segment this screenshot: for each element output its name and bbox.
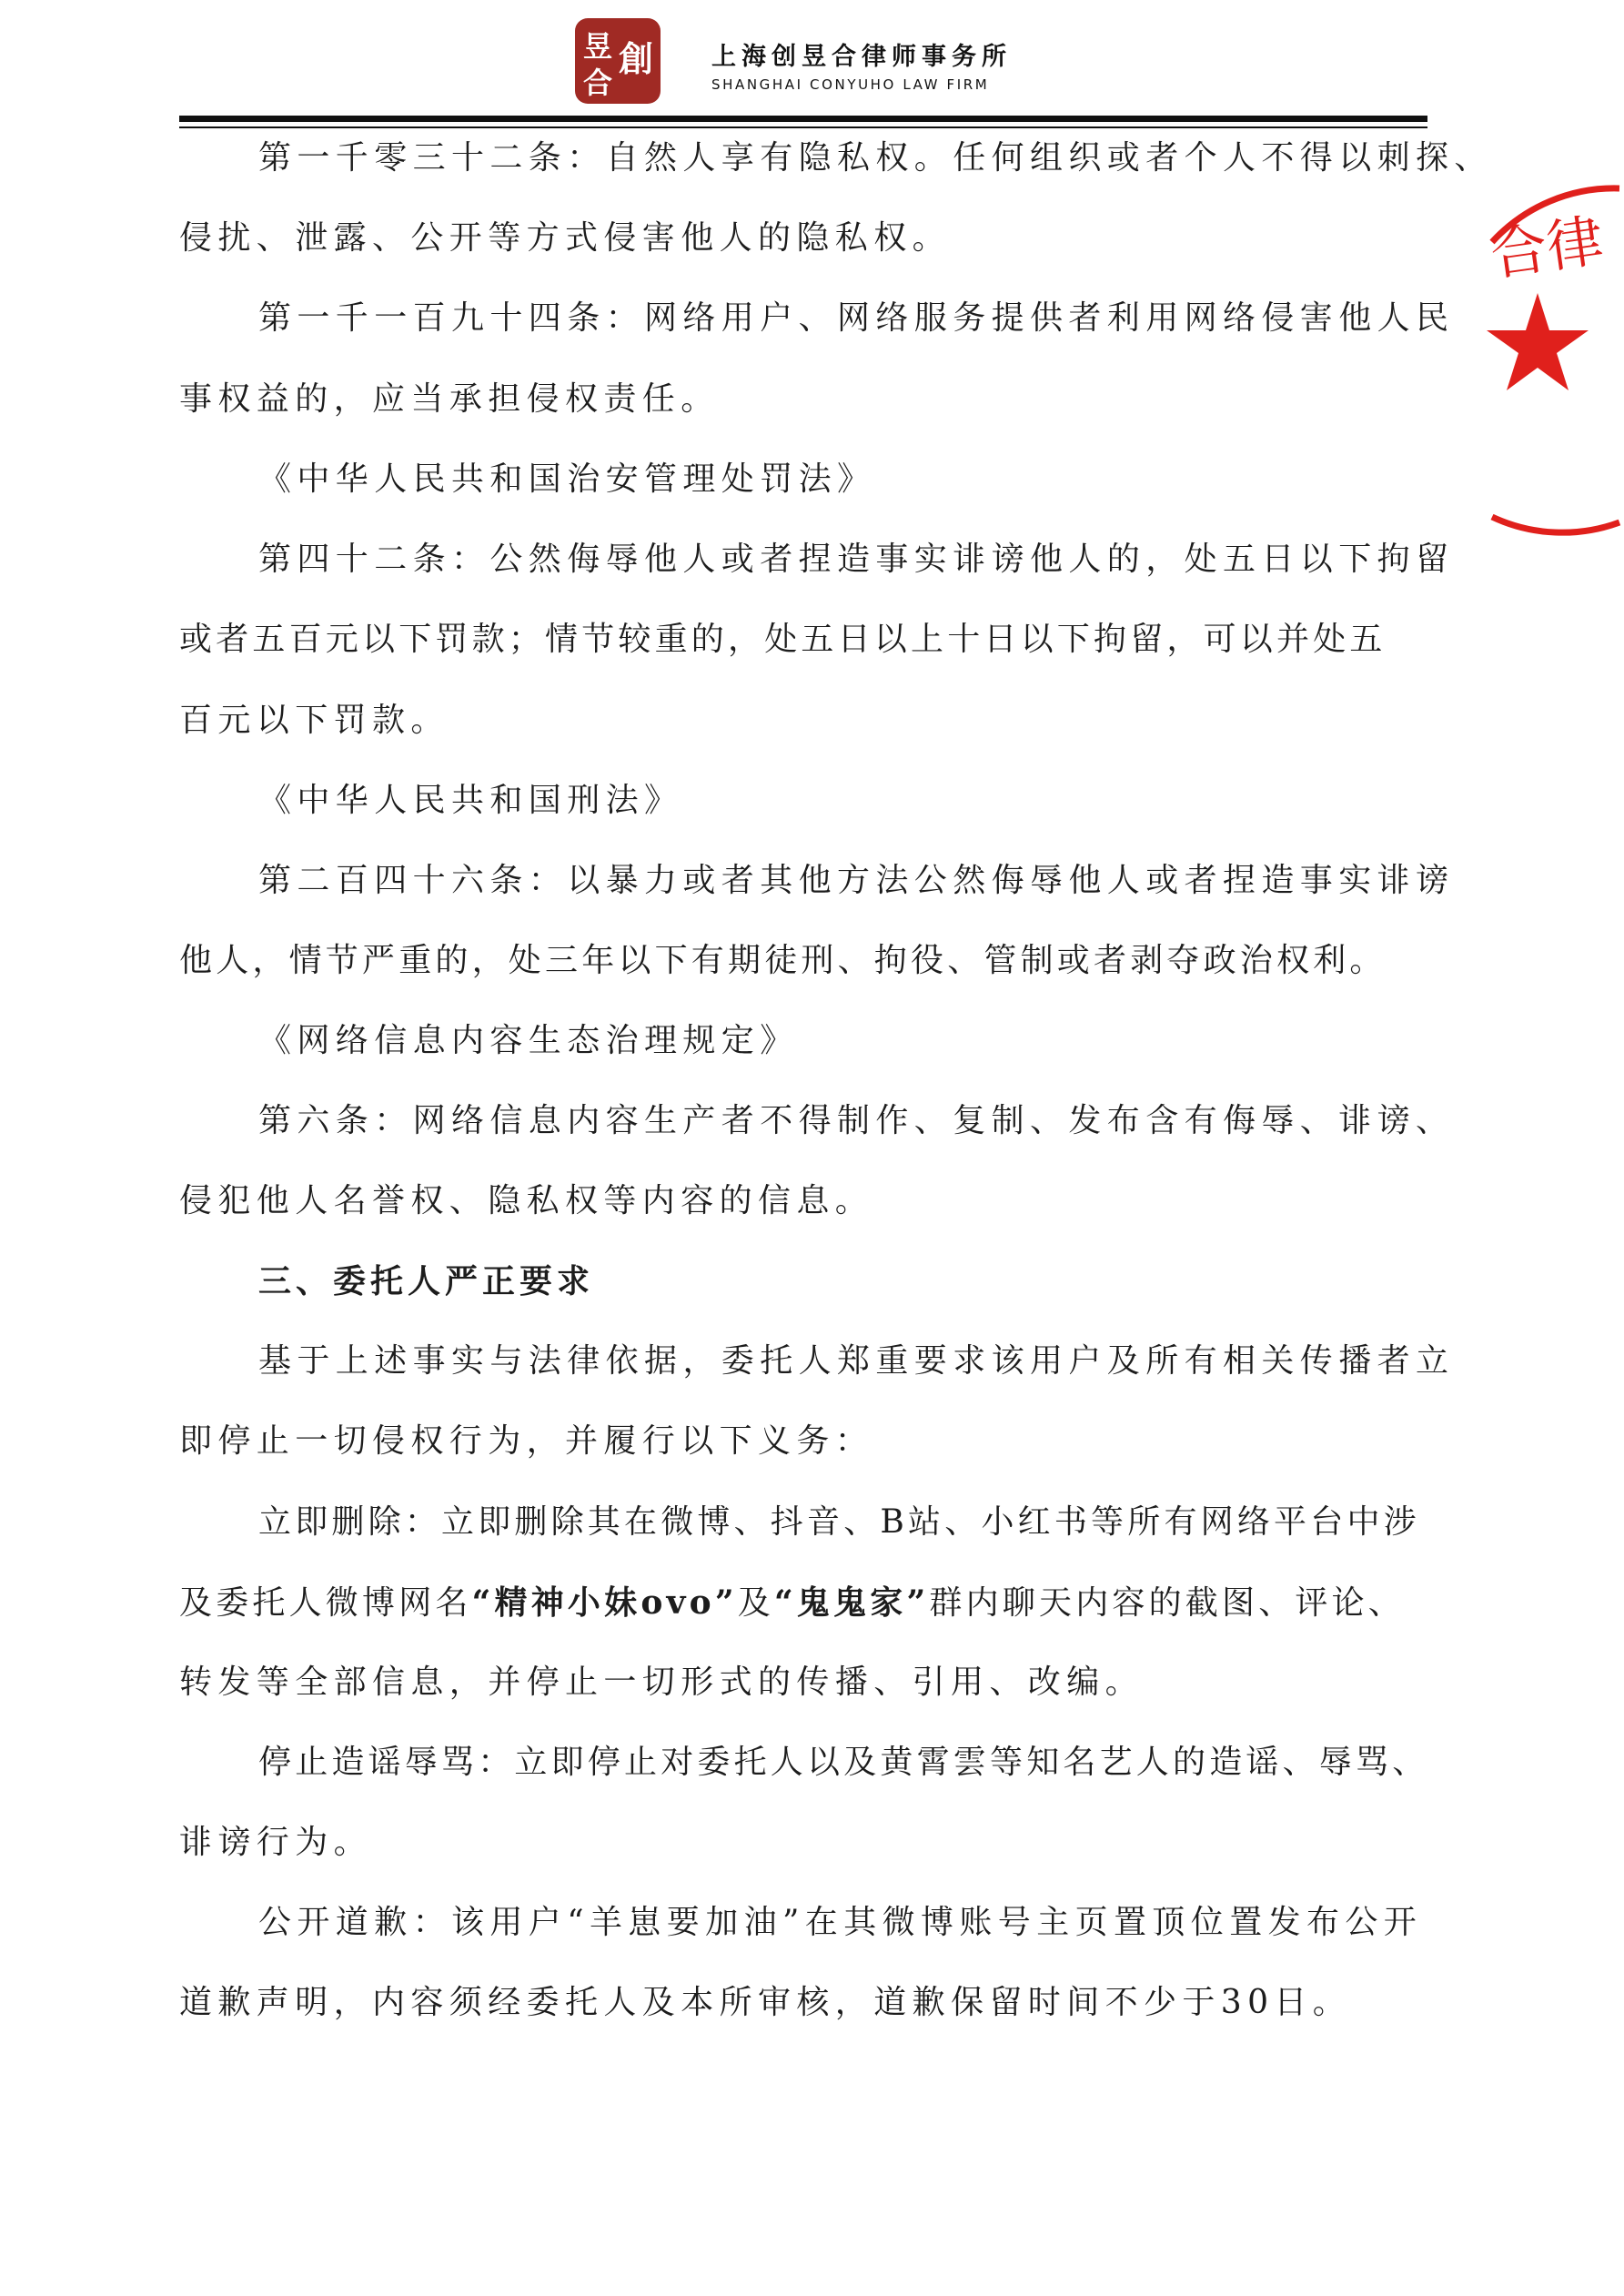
text-line-19 — [179, 1583, 1405, 1623]
firm-name-cn: 上海创昱合律师事务所 — [711, 43, 1012, 71]
line19-part2: 及 — [737, 1584, 774, 1622]
logo-char-2: 創 — [618, 38, 654, 79]
text-line-18: 立即删除：立即删除其在微博、抖音、B站、小红书等所有网络平台中涉 — [258, 1503, 1420, 1541]
text-line-4: 事权益的，应当承担侵权责任。 — [179, 380, 720, 418]
text-line-6: 第四十二条：公然侮辱他人或者捏造事实诽谤他人的，处五日以下拘留 — [258, 541, 1455, 578]
text-line-16: 基于上述事实与法律依据，委托人郑重要求该用户及所有相关传播者立 — [258, 1342, 1455, 1380]
text-line-2: 侵扰、泄露、公开等方式侵害他人的隐私权。 — [179, 219, 952, 257]
seal-text: 合律 — [1486, 207, 1608, 288]
text-line-21: 停止造谣辱骂：立即停止对委托人以及黄霄雲等知名艺人的造谣、辱骂、 — [258, 1744, 1429, 1781]
text-line-12: 《网络信息内容生态治理规定》 — [258, 1022, 799, 1059]
logo-char-3: 合 — [582, 66, 613, 100]
header-rule-thin — [179, 126, 1427, 128]
star-icon — [1487, 293, 1589, 390]
line19-part1: 及委托人微博网名 — [179, 1584, 472, 1622]
text-line-20: 转发等全部信息，并停止一切形式的传播、引用、改编。 — [179, 1664, 1145, 1701]
header-rule-thick — [179, 116, 1427, 122]
text-line-3: 第一千一百九十四条：网络用户、网络服务提供者利用网络侵害他人民 — [258, 299, 1455, 337]
text-line-5: 《中华人民共和国治安管理处罚法》 — [258, 460, 876, 498]
text-line-11: 他人，情节严重的，处三年以下有期徒刑、拘役、管制或者剥夺政治权利。 — [179, 942, 1387, 979]
logo-char-1: 昱 — [582, 29, 613, 64]
text-line-8: 百元以下罚款。 — [179, 702, 449, 739]
text-line-14: 侵犯他人名誉权、隐私权等内容的信息。 — [179, 1182, 874, 1219]
line19-part3: 群内聊天内容的截图、评论、 — [929, 1584, 1405, 1622]
red-seal-stamp — [1465, 155, 1624, 546]
firm-logo — [573, 16, 662, 106]
text-line-10: 第二百四十六条：以暴力或者其他方法公然侮辱他人或者捏造事实诽谤 — [258, 862, 1455, 899]
firm-name-en: SHANGHAI CONYUHO LAW FIRM — [711, 76, 990, 93]
letterhead — [0, 0, 1624, 132]
text-line-22: 诽谤行为。 — [179, 1824, 373, 1861]
bold-nickname-2: “鬼鬼家” — [773, 1583, 930, 1622]
text-line-1: 第一千零三十二条：自然人享有隐私权。任何组织或者个人不得以刺探、 — [258, 139, 1493, 177]
text-line-9: 《中华人民共和国刑法》 — [258, 782, 683, 819]
text-line-13: 第六条：网络信息内容生产者不得制作、复制、发布含有侮辱、诽谤、 — [258, 1102, 1455, 1139]
text-line-24: 道歉声明，内容须经委托人及本所审核，道歉保留时间不少于30日。 — [179, 1984, 1352, 2021]
bold-nickname-1: “精神小妹ovo” — [471, 1583, 738, 1622]
section-heading: 三、委托人严正要求 — [258, 1262, 595, 1300]
text-line-23: 公开道歉：该用户“羊崽要加油”在其微博账号主页置顶位置发布公开 — [258, 1904, 1423, 1941]
text-line-7: 或者五百元以下罚款；情节较重的，处五日以上十日以下拘留，可以并处五 — [179, 621, 1387, 658]
text-line-17: 即停止一切侵权行为，并履行以下义务： — [179, 1422, 874, 1460]
